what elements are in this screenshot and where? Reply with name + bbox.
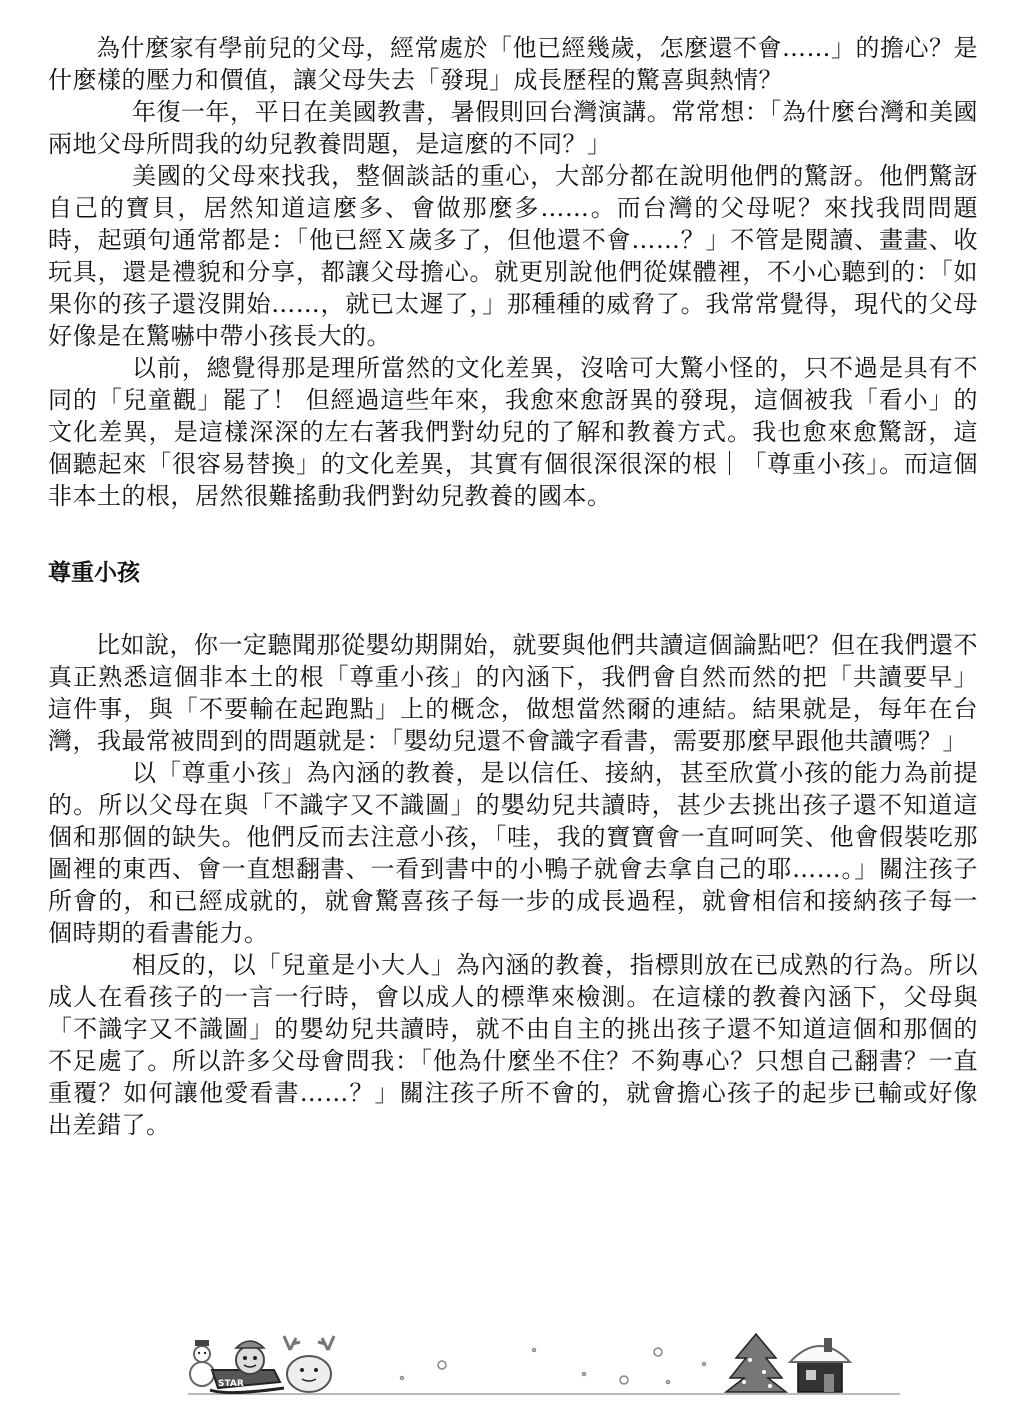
sleigh-icon <box>210 1341 284 1393</box>
christmas-tree-icon <box>726 1334 786 1392</box>
intro-paragraph-4: 以前，總覺得那是理所當然的文化差異，沒啥可大驚小怪的，只不過是具有不同的「兒童觀」罷了！ 但經過這些年來，我愈來愈訝異的發現，這個被我「看小」的文化差異，是這樣深深的左右著我們對幼兒的了解和教養方式。我也愈來愈驚訝，這個聽起來「很容易替換」的文化差異，其實有個很深很深的根｜「尊重小孩」。而這個非本土的根，居然很難搖動我們對幼兒教養的國本。 <box>48 354 978 510</box>
footer-decoration-art <box>188 1330 900 1400</box>
section-heading: 尊重小孩 <box>48 560 140 586</box>
section-paragraph-3: 相反的，以「兒童是小大人」為內涵的教養，指標則放在已成熟的行為。所以成人在看孩子的一言一行時，會以成人的標準來檢測。在這樣的教養內涵下，父母與「不識字又不識圖」的嬰幼兒共讀時，就不由自主的挑出孩子還不知道這個和那個的不足處了。所以許多父母會問我：「他為什麼坐不住？不夠專心？只想自己翻書？一直重覆？如何讓他愛看書……？」關注孩子所不會的，就會擔心孩子的起步已輸或好像出差錯了。 <box>48 951 978 1139</box>
snowflake-icon <box>401 1348 706 1384</box>
document-page <box>48 32 978 1141</box>
intro-paragraph-3: 美國的父母來找我，整個談話的重心，大部分都在說明他們的驚訝。他們驚訝自己的寶貝，居然知道這麼多、會做那麼多……。而台灣的父母呢？來找我問問題時，起頭句通常都是：「他已經Ｘ歲多了，但他還不會……？」不管是閱讀、畫畫、收玩具，還是禮貌和分享，都讓父母擔心。就更別說他們從媒體裡，不小心聽到的：「如果你的孩子還沒開始……，就已太遲了，」那種種的威脅了。我常常覺得，現代的父母好像是在驚嚇中帶小孩長大的。 <box>48 162 978 350</box>
intro-paragraph-2: 年復一年，平日在美國教書，暑假則回台灣演講。常常想：「為什麼台灣和美國兩地父母所問我的幼兒教養問題，是這麼的不同？」 <box>48 98 978 158</box>
intro-paragraph-1: 為什麼家有學前兒的父母，經常處於「他已經幾歲，怎麼還不會……」的擔心？是什麼樣的壓力和價值，讓父母失去「發現」成長歷程的驚喜與熱情？ <box>48 34 978 94</box>
reindeer-face-icon <box>284 1336 334 1392</box>
footer-decoration <box>188 1330 900 1400</box>
sleigh-label: STAR <box>218 1379 244 1389</box>
section-paragraph-2: 以「尊重小孩」為內涵的教養，是以信任、接納，甚至欣賞小孩的能力為前提的。所以父母在與「不識字又不識圖」的嬰幼兒共讀時，甚少去挑出孩子還不知道這個和那個的缺失。他們反而去注意小孩，「哇，我的寶寶會一直呵呵笑、他會假裝吃那圖裡的東西、會一直想翻書、一看到書中的小鴨子就會去拿自己的耶……。」關注孩子所會的，和已經成就的，就會驚喜孩子每一步的成長過程，就會相信和接納孩子每一個時期的看書能力。 <box>48 759 978 947</box>
snowman-icon <box>190 1340 214 1386</box>
section-paragraph-1: 比如說，你一定聽聞那從嬰幼期開始，就要與他們共讀這個論點吧？但在我們還不真正熟悉這個非本土的根「尊重小孩」的內涵下，我們會自然而然的把「共讀要早」這件事，與「不要輸在起跑點」上的概念，做想當然爾的連結。結果就是，每年在台灣，我最常被問到的問題就是：「嬰幼兒還不會識字看書，需要那麼早跟他共讀嗎？」 <box>48 631 978 755</box>
snowy-house-icon <box>790 1338 850 1392</box>
